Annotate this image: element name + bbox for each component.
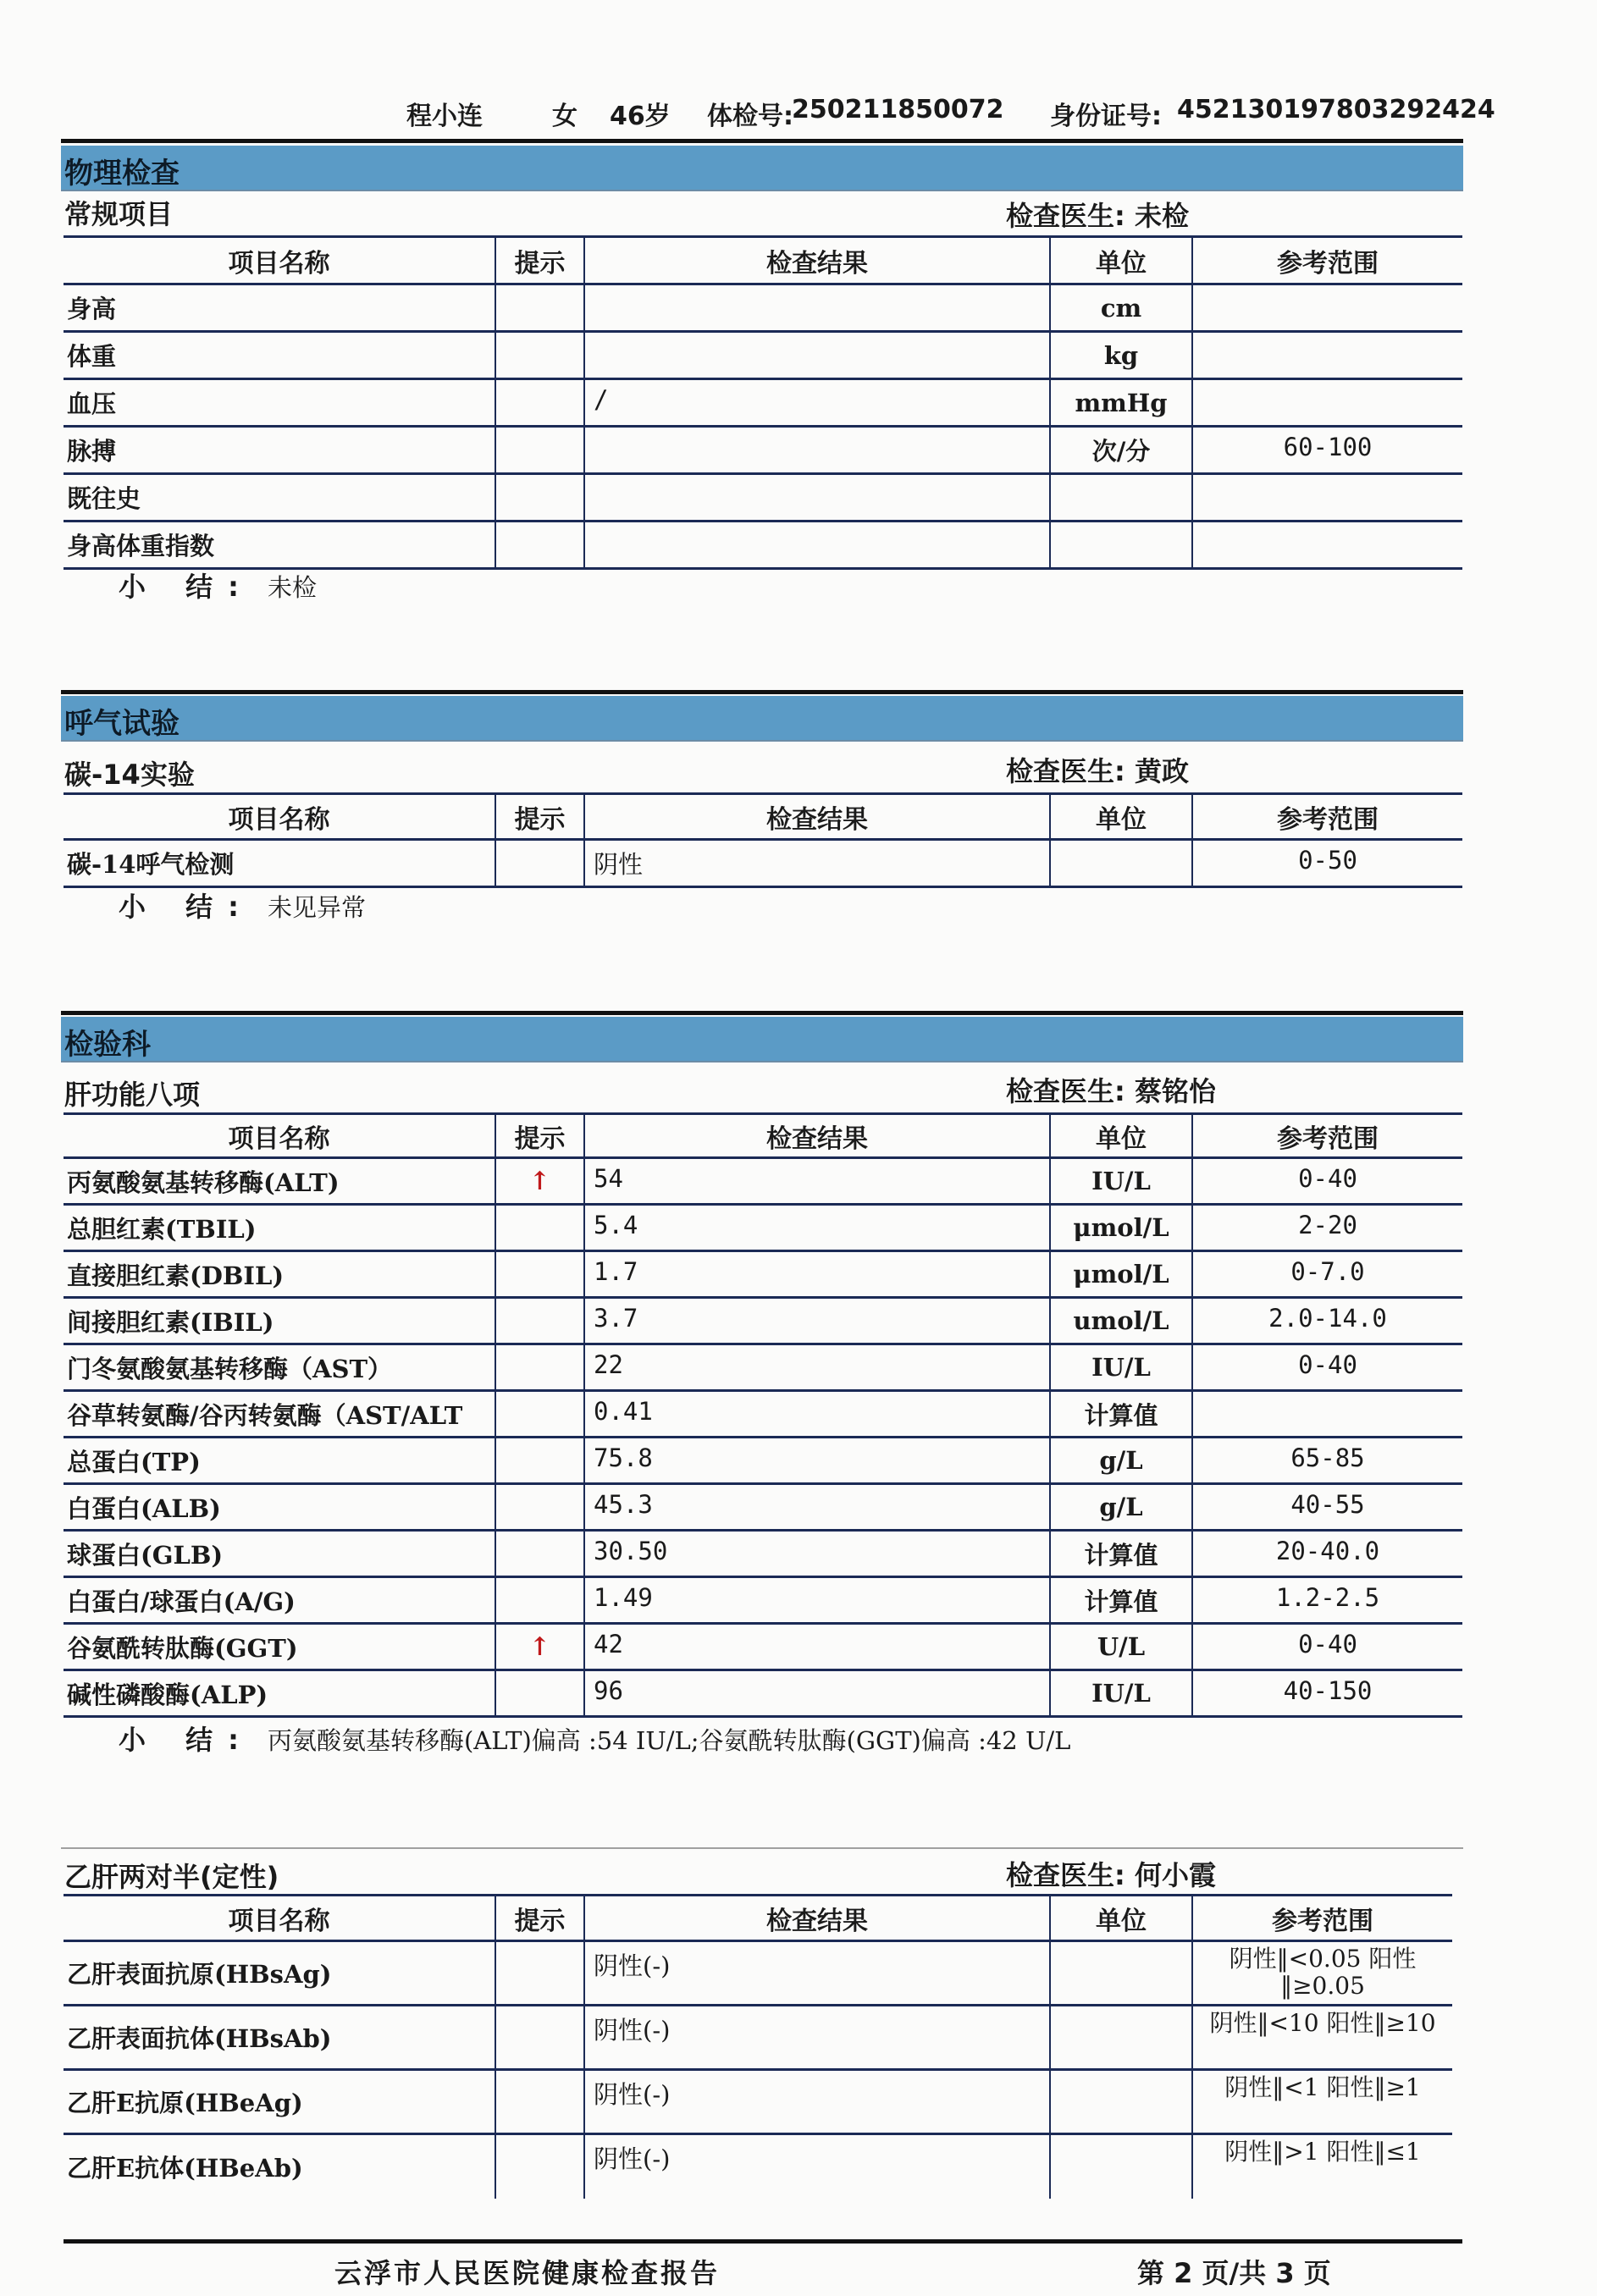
- item-unit: [1050, 1941, 1192, 2006]
- item-unit: kg: [1050, 332, 1192, 379]
- id-number: 452130197803292424: [1177, 95, 1495, 124]
- item-hint: [495, 1670, 584, 1717]
- table-row: [64, 1158, 1462, 1205]
- item-ref: 阴性‖<1 阳性‖≥1: [1192, 2070, 1452, 2134]
- item-unit: U/L: [1050, 1624, 1192, 1670]
- item-unit: [1050, 474, 1192, 522]
- item-result: [584, 284, 1050, 332]
- item-ref: 20-40.0: [1192, 1531, 1462, 1577]
- table-row: [64, 1577, 1462, 1624]
- header-divider: [61, 139, 1463, 143]
- item-ref: 1.2-2.5: [1192, 1577, 1462, 1624]
- col-header-result: 检查结果: [584, 1114, 1050, 1158]
- col-header-ref: 参考范围: [1192, 237, 1462, 284]
- item-ref: 40-150: [1192, 1670, 1462, 1717]
- item-ref: [1192, 522, 1462, 569]
- item-name: 乙肝E抗体(HBeAb): [64, 2134, 495, 2199]
- summary-label: 小 结:: [119, 571, 254, 603]
- item-hint: [495, 2006, 584, 2070]
- item-unit: IU/L: [1050, 1158, 1192, 1205]
- item-hint: [495, 284, 584, 332]
- item-ref: 2-20: [1192, 1205, 1462, 1251]
- item-result: [584, 474, 1050, 522]
- item-name: 既往史: [64, 474, 495, 522]
- table-row: [64, 284, 1462, 332]
- col-header-name: 项目名称: [64, 794, 495, 840]
- table-row: [64, 1624, 1462, 1670]
- summary-physical: [119, 566, 317, 604]
- item-ref: [1192, 1391, 1462, 1438]
- col-header-name: 项目名称: [64, 1114, 495, 1158]
- item-ref: 0-40: [1192, 1624, 1462, 1670]
- section-band-breath: 呼气试验: [61, 696, 1463, 742]
- item-unit: [1050, 2134, 1192, 2199]
- table-row: [64, 379, 1462, 427]
- section-divider: [61, 1011, 1463, 1015]
- item-unit: mmHg: [1050, 379, 1192, 427]
- item-hint: [495, 1298, 584, 1344]
- item-result: 45.3: [584, 1484, 1050, 1531]
- table-row: [64, 2070, 1452, 2134]
- item-name: 体重: [64, 332, 495, 379]
- item-unit: μmol/L: [1050, 1251, 1192, 1298]
- item-name: 间接胆红素(IBIL): [64, 1298, 495, 1344]
- col-header-hint: 提示: [495, 1896, 584, 1941]
- item-name: 谷氨酰转肽酶(GGT): [64, 1624, 495, 1670]
- exam-number-label: 体检号:: [707, 102, 793, 131]
- item-result: 22: [584, 1344, 1050, 1391]
- item-ref: 阴性‖<10 阳性‖≥10: [1192, 2006, 1452, 2070]
- item-unit: [1050, 2070, 1192, 2134]
- subsection-title-hbv: 乙肝两对半(定性): [64, 1861, 279, 1893]
- item-name: 乙肝表面抗体(HBsAb): [64, 2006, 495, 2070]
- item-unit: 计算值: [1050, 1531, 1192, 1577]
- item-hint: [495, 1577, 584, 1624]
- col-header-unit: 单位: [1050, 794, 1192, 840]
- section-band-physical: 物理检查: [61, 146, 1463, 191]
- item-result: 54: [584, 1158, 1050, 1205]
- item-ref: [1192, 474, 1462, 522]
- item-unit: umol/L: [1050, 1298, 1192, 1344]
- item-hint: [495, 1941, 584, 2006]
- item-unit: [1050, 522, 1192, 569]
- item-ref: 40-55: [1192, 1484, 1462, 1531]
- item-result: 阴性(-): [584, 1941, 1050, 2006]
- item-ref: [1192, 379, 1462, 427]
- item-hint: [495, 1484, 584, 1531]
- col-header-ref: 参考范围: [1192, 794, 1462, 840]
- item-result: [584, 332, 1050, 379]
- item-name: 总蛋白(TP): [64, 1438, 495, 1484]
- summary-lab: [119, 1719, 1070, 1758]
- item-result: 5.4: [584, 1205, 1050, 1251]
- col-header-result: 检查结果: [584, 794, 1050, 840]
- doctor-lab: 检查医生: 蔡铭怡: [1006, 1075, 1216, 1107]
- table-row: [64, 2006, 1452, 2070]
- item-ref: 阴性‖>1 阳性‖≤1: [1192, 2134, 1452, 2199]
- report-title: 云浮市人民医院健康检查报告: [334, 2257, 721, 2289]
- section-divider: [61, 690, 1463, 694]
- table-row: [64, 1941, 1452, 2006]
- item-result: 75.8: [584, 1438, 1050, 1484]
- page-indicator: 第 2 页/共 3 页: [1137, 2257, 1331, 2289]
- item-ref: 0-40: [1192, 1158, 1462, 1205]
- col-header-name: 项目名称: [64, 237, 495, 284]
- item-ref: [1192, 284, 1462, 332]
- col-header-hint: 提示: [495, 1114, 584, 1158]
- item-hint: [495, 2070, 584, 2134]
- table-breath: [64, 792, 1462, 888]
- item-hint: [495, 1438, 584, 1484]
- item-hint: [495, 1251, 584, 1298]
- item-result: 阴性(-): [584, 2134, 1050, 2199]
- item-ref: 65-85: [1192, 1438, 1462, 1484]
- item-name: 碱性磷酸酶(ALP): [64, 1670, 495, 1717]
- id-number-label: 身份证号:: [1050, 102, 1162, 131]
- summary-breath: [119, 886, 366, 924]
- item-name: 乙肝E抗原(HBeAg): [64, 2070, 495, 2134]
- summary-text: 未见异常: [267, 893, 366, 922]
- item-unit: 计算值: [1050, 1577, 1192, 1624]
- subsection-title-routine: 常规项目: [64, 198, 174, 230]
- item-unit: 次/分: [1050, 427, 1192, 474]
- table-row: [64, 840, 1462, 887]
- table-row: [64, 1298, 1462, 1344]
- item-ref: 60-100: [1192, 427, 1462, 474]
- col-header-ref: 参考范围: [1192, 1114, 1462, 1158]
- table-row: [64, 332, 1462, 379]
- doctor-physical: 检查医生: 未检: [1006, 200, 1189, 232]
- item-hint: [495, 332, 584, 379]
- item-name: 身高体重指数: [64, 522, 495, 569]
- col-header-ref: 参考范围: [1192, 1896, 1452, 1941]
- item-result: 96: [584, 1670, 1050, 1717]
- table-row: [64, 1344, 1462, 1391]
- subsection-divider: [61, 1847, 1463, 1849]
- col-header-name: 项目名称: [64, 1896, 495, 1941]
- item-name: 白蛋白(ALB): [64, 1484, 495, 1531]
- item-name: 门冬氨酸氨基转移酶（AST）: [64, 1344, 495, 1391]
- item-result: 1.7: [584, 1251, 1050, 1298]
- item-name: 白蛋白/球蛋白(A/G): [64, 1577, 495, 1624]
- item-hint: [495, 474, 584, 522]
- item-name: 血压: [64, 379, 495, 427]
- summary-text: 未检: [267, 573, 317, 602]
- col-header-unit: 单位: [1050, 1896, 1192, 1941]
- item-ref: 0-50: [1192, 840, 1462, 887]
- subsection-title-c14: 碳-14实验: [64, 759, 195, 791]
- item-unit: IU/L: [1050, 1344, 1192, 1391]
- item-unit: 计算值: [1050, 1391, 1192, 1438]
- item-ref: 阴性‖<0.05 阳性‖≥0.05: [1192, 1941, 1452, 2006]
- arrow-up-icon: ↑: [495, 1158, 584, 1205]
- table-row: [64, 1484, 1462, 1531]
- item-name: 总胆红素(TBIL): [64, 1205, 495, 1251]
- item-unit: g/L: [1050, 1438, 1192, 1484]
- table-row: [64, 1531, 1462, 1577]
- footer-divider: [64, 2239, 1462, 2244]
- item-unit: cm: [1050, 284, 1192, 332]
- table-row: [64, 1205, 1462, 1251]
- item-hint: [495, 1531, 584, 1577]
- summary-label: 小 结:: [119, 1724, 254, 1756]
- patient-name: 程小连: [406, 102, 483, 131]
- item-ref: 2.0-14.0: [1192, 1298, 1462, 1344]
- item-result: 30.50: [584, 1531, 1050, 1577]
- item-name: 脉搏: [64, 427, 495, 474]
- item-unit: IU/L: [1050, 1670, 1192, 1717]
- item-hint: [495, 379, 584, 427]
- item-hint: [495, 1205, 584, 1251]
- col-header-hint: 提示: [495, 237, 584, 284]
- item-name: 碳-14呼气检测: [64, 840, 495, 887]
- item-hint: [495, 1391, 584, 1438]
- table-row: [64, 1670, 1462, 1717]
- item-unit: g/L: [1050, 1484, 1192, 1531]
- item-ref: [1192, 332, 1462, 379]
- arrow-up-icon: ↑: [495, 1624, 584, 1670]
- table-row: [64, 1251, 1462, 1298]
- table-row: [64, 1438, 1462, 1484]
- item-result: 1.49: [584, 1577, 1050, 1624]
- item-result: 3.7: [584, 1298, 1050, 1344]
- item-result: 0.41: [584, 1391, 1050, 1438]
- item-hint: [495, 2134, 584, 2199]
- item-unit: [1050, 2006, 1192, 2070]
- col-header-unit: 单位: [1050, 237, 1192, 284]
- patient-gender: 女: [552, 102, 577, 131]
- table-physical: [64, 235, 1462, 570]
- item-unit: μmol/L: [1050, 1205, 1192, 1251]
- table-row: [64, 522, 1462, 569]
- table-liver-function: [64, 1112, 1462, 1718]
- table-hbv: [64, 1894, 1452, 2199]
- patient-header: [0, 95, 1597, 137]
- item-result: 阴性(-): [584, 2006, 1050, 2070]
- item-hint: [495, 427, 584, 474]
- section-band-lab: 检验科: [61, 1017, 1463, 1062]
- item-unit: [1050, 840, 1192, 887]
- col-header-hint: 提示: [495, 794, 584, 840]
- item-hint: [495, 522, 584, 569]
- item-result: 阴性: [584, 840, 1050, 887]
- item-hint: [495, 1344, 584, 1391]
- table-row: [64, 1391, 1462, 1438]
- item-name: 乙肝表面抗原(HBsAg): [64, 1941, 495, 2006]
- table-row: [64, 427, 1462, 474]
- col-header-unit: 单位: [1050, 1114, 1192, 1158]
- item-ref: 0-40: [1192, 1344, 1462, 1391]
- table-row: [64, 2134, 1452, 2199]
- item-name: 身高: [64, 284, 495, 332]
- item-name: 谷草转氨酶/谷丙转氨酶（AST/ALT: [64, 1391, 495, 1438]
- col-header-result: 检查结果: [584, 1896, 1050, 1941]
- item-hint: [495, 840, 584, 887]
- item-ref: 0-7.0: [1192, 1251, 1462, 1298]
- doctor-hbv: 检查医生: 何小霞: [1006, 1859, 1216, 1891]
- item-result: 阴性(-): [584, 2070, 1050, 2134]
- item-result: 42: [584, 1624, 1050, 1670]
- col-header-result: 检查结果: [584, 237, 1050, 284]
- doctor-breath: 检查医生: 黄政: [1006, 755, 1189, 787]
- summary-label: 小 结:: [119, 891, 254, 923]
- summary-text: 丙氨酸氨基转移酶(ALT)偏高 :54 IU/L;谷氨酰转肽酶(GGT)偏高 :42 U/L: [267, 1726, 1071, 1755]
- table-row: [64, 474, 1462, 522]
- item-name: 直接胆红素(DBIL): [64, 1251, 495, 1298]
- item-name: 丙氨酸氨基转移酶(ALT): [64, 1158, 495, 1205]
- patient-age: 46岁: [610, 102, 671, 131]
- item-result: [584, 427, 1050, 474]
- subsection-title-liver: 肝功能八项: [64, 1079, 201, 1111]
- item-result: /: [584, 379, 1050, 427]
- item-result: [584, 522, 1050, 569]
- item-name: 球蛋白(GLB): [64, 1531, 495, 1577]
- exam-number: 250211850072: [792, 95, 1004, 124]
